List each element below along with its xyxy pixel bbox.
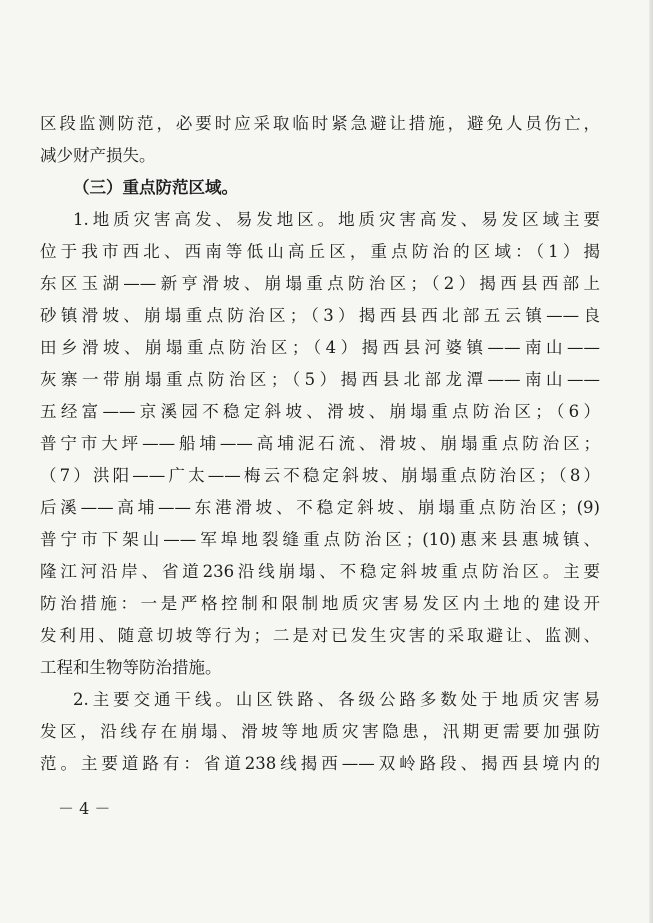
text-line: 工程和生物等防治措施。 [40,658,222,677]
text-line: 田乡滑坡、崩塌重点防治区；（4）揭西县河婆镇——南山—— [40,338,600,357]
text-line: 灰寨一带崩塌重点防治区；（5）揭西县北部龙潭——南山—— [40,370,600,389]
text-line: 五经富——京溪园不稳定斜坡、滑坡、崩塌重点防治区；（6） [40,402,600,421]
body-text [40,108,600,780]
text-line: 发利用、随意切坡等行为；二是对已发生灾害的采取避让、监测、 [40,626,600,645]
paragraph-start: 1.地质灾害高发、易发地区。地质灾害高发、易发区域主要 [73,210,600,229]
text-line: 普宁市大坪——船埔——高埔泥石流、滑坡、崩塌重点防治区； [40,434,600,453]
paragraph-start: 2.主要交通干线。山区铁路、各级公路多数处于地质灾害易 [73,690,600,709]
text-line: 减少财产损失。 [40,146,156,165]
text-line: 隆江河沿岸、省道236沿线崩塌、不稳定斜坡重点防治区。主要 [40,562,600,581]
text-line: 范。主要道路有：省道238线揭西——双岭路段、揭西县境内的 [40,754,600,773]
text-line: （7）洪阳——广太——梅云不稳定斜坡、崩塌重点防治区；（8） [40,466,600,485]
text-line: 普宁市下架山——军埠地裂缝重点防治区；(10)惠来县惠城镇、 [40,530,600,549]
text-line: 防治措施：一是严格控制和限制地质灾害易发区内土地的建设开 [40,594,600,613]
scan-edge [649,0,653,923]
text-line: 位于我市西北、西南等低山高丘区，重点防治的区域：（1）揭 [40,242,600,261]
text-line: 东区玉湖——新亨滑坡、崩塌重点防治区；（2）揭西县西部上 [40,274,600,293]
text-line: 区段监测防范，必要时应采取临时紧急避让措施，避免人员伤亡， [40,114,600,133]
text-line: 发区，沿线存在崩塌、滑坡等地质灾害隐患，汛期更需要加强防 [40,722,600,741]
section-heading: （三）重点防范区域。 [73,178,238,197]
text-line: 后溪——高埔——东港滑坡、不稳定斜坡、崩塌重点防治区；(9) [40,498,600,517]
page-number: － 4 － [58,799,111,818]
text-line: 砂镇滑坡、崩塌重点防治区；（3）揭西县西北部五云镇——良 [40,306,600,325]
